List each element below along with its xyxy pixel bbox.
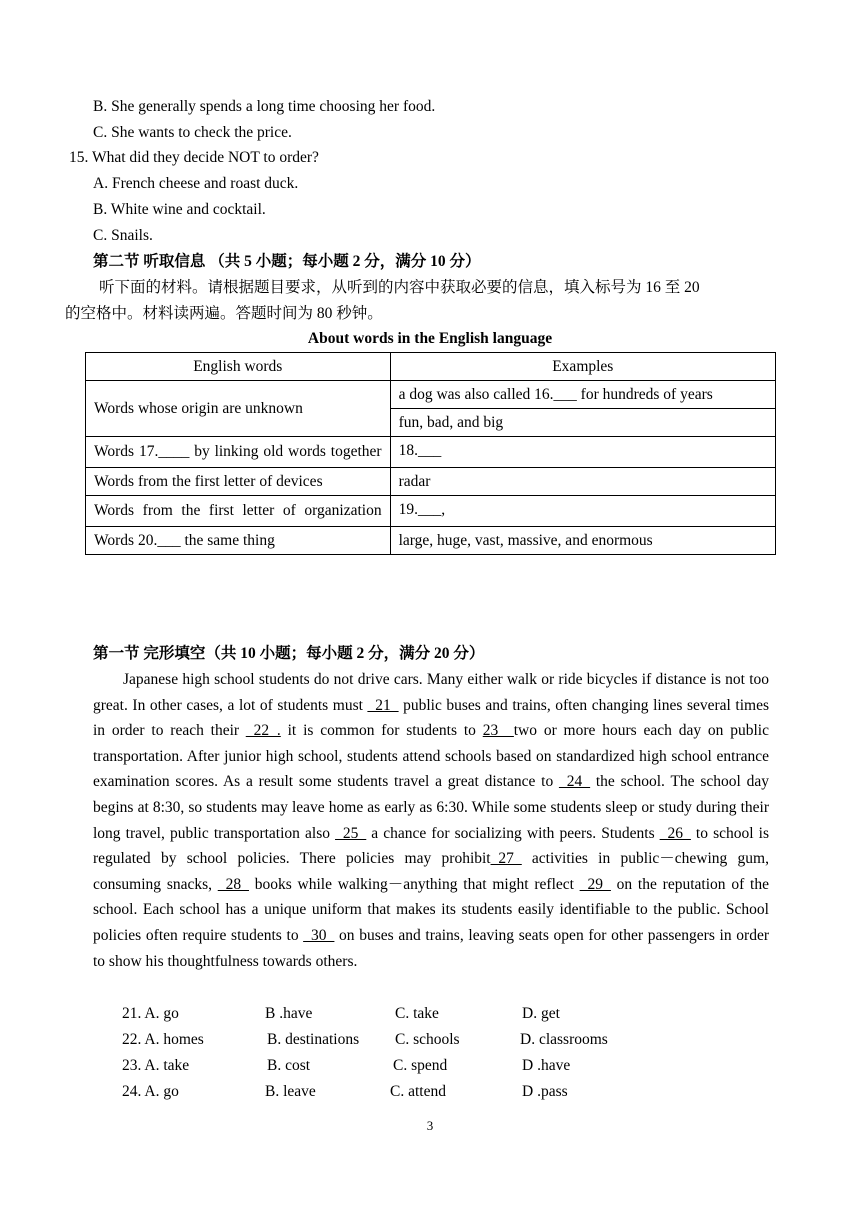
- choice-22a: 22. A. homes: [122, 1031, 204, 1048]
- cloze-passage: [93, 667, 769, 974]
- passage-text: the school. The school day begins at 8:30, so students may leave home as early as 6:30. While some students sleep or study during their long travel, public transportation also: [93, 773, 769, 842]
- words-table: [85, 352, 776, 555]
- table-cell: Words from the first letter of devices: [86, 468, 391, 496]
- blank-29: _29_: [579, 875, 611, 893]
- column-header-english-words: English words: [86, 353, 391, 381]
- choice-24b: B. leave: [265, 1083, 316, 1100]
- passage-text: two or more hours each day on public transportation. After junior high school, students attend schools based on standardized high school entrance examination scores. As a result some students travel a great distance to: [93, 722, 769, 791]
- blank-30: _30_: [303, 926, 335, 944]
- passage-text: public buses and trains, often changing lines several times in order to reach their: [93, 696, 769, 740]
- table-cell: fun, bad, and big: [390, 409, 775, 437]
- page-number: 3: [426, 1118, 434, 1133]
- table-cell: large, huge, vast, massive, and enormous: [390, 527, 775, 555]
- passage-text: to school is regulated by school policies. There policies may prohibit: [93, 824, 769, 868]
- choice-21a: 21. A. go: [122, 1005, 179, 1022]
- choice-23a: 23. A. take: [122, 1057, 190, 1074]
- table-cell-text: Words 17.____ by linking old words together: [94, 443, 382, 460]
- table-cell: 18.___: [390, 437, 775, 468]
- blank-26: _26_: [659, 824, 691, 842]
- choice-22c: C. schools: [395, 1031, 460, 1048]
- table-cell-text: Words from the first letter of organization: [94, 502, 382, 519]
- option-15b: B. White wine and cocktail.: [93, 201, 266, 218]
- question-15: 15. What did they decide NOT to order?: [69, 149, 319, 166]
- column-header-examples: Examples: [390, 353, 775, 381]
- table-row: [86, 381, 776, 409]
- choice-22b: B. destinations: [267, 1031, 360, 1048]
- choice-21d: D. get: [522, 1005, 560, 1022]
- passage-text: a chance for socializing with peers. Students: [366, 824, 660, 842]
- section2-instruction-line2: 的空格中。材料读两遍。答题时间为 80 秒钟。: [65, 305, 383, 322]
- table-cell: [86, 437, 391, 468]
- choice-23d: D .have: [522, 1057, 571, 1074]
- table-title: About words in the English language: [307, 330, 553, 347]
- table-header-row: [86, 353, 776, 381]
- table-row: [86, 468, 776, 496]
- table-row: [86, 527, 776, 555]
- blank-23: 23__: [482, 722, 514, 740]
- passage-text: activities in public－chewing gum, consuming snacks,: [93, 850, 769, 893]
- blank-25: _25_: [335, 824, 367, 842]
- section2-heading: 第二节 听取信息 （共 5 小题；每小题 2 分，满分 10 分）: [93, 253, 481, 270]
- blank-22: _22_.: [245, 722, 281, 740]
- table-cell: radar: [390, 468, 775, 496]
- table-cell: Words 20.___ the same thing: [86, 527, 391, 555]
- table-cell: Words whose origin are unknown: [86, 381, 391, 437]
- option-14b: B. She generally spends a long time choosing her food.: [93, 98, 436, 115]
- passage-text: on the reputation of the school. Each school has a unique uniform that makes its students easily identifiable to the public. School policies often require students to: [93, 875, 769, 944]
- section2-instruction-line1: 听下面的材料。请根据题目要求，从听到的内容中获取必要的信息，填入标号为 16 至 20: [99, 279, 700, 296]
- passage-text: it is common for students to: [280, 722, 483, 740]
- blank-21: _21_: [367, 696, 399, 714]
- choice-21c: C. take: [395, 1005, 439, 1022]
- table-row: [86, 437, 776, 468]
- table-cell: a dog was also called 16.___ for hundreds of years: [390, 381, 775, 409]
- choice-24c: C. attend: [390, 1083, 446, 1100]
- option-14c: C. She wants to check the price.: [93, 124, 292, 141]
- choice-22d: D. classrooms: [520, 1031, 608, 1048]
- choice-24a: 24. A. go: [122, 1083, 179, 1100]
- passage-text: books while walking－anything that might reflect: [248, 875, 580, 893]
- choice-23b: B. cost: [267, 1057, 311, 1074]
- blank-27: _27_: [490, 850, 522, 868]
- table-cell: [86, 496, 391, 527]
- blank-28: _28_: [217, 875, 249, 893]
- blank-24: _24_: [559, 773, 591, 791]
- choice-23c: C. spend: [393, 1057, 448, 1074]
- choice-21b: B .have: [265, 1005, 313, 1022]
- option-15c: C. Snails.: [93, 227, 153, 244]
- table-row: [86, 496, 776, 527]
- passage-text: on buses and trains, leaving seats open for other passengers in order to show his thoughtfulness towards others.: [93, 926, 769, 970]
- table-cell: 19.___,: [390, 496, 775, 527]
- cloze-heading: 第一节 完形填空（共 10 小题；每小题 2 分，满分 20 分）: [93, 645, 485, 662]
- passage-text: Japanese high school students do not drive cars. Many either walk or ride bicycles if distance is not too great. In other cases, a lot of students must: [93, 671, 769, 714]
- option-15a: A. French cheese and roast duck.: [93, 175, 299, 192]
- choice-24d: D .pass: [522, 1083, 568, 1100]
